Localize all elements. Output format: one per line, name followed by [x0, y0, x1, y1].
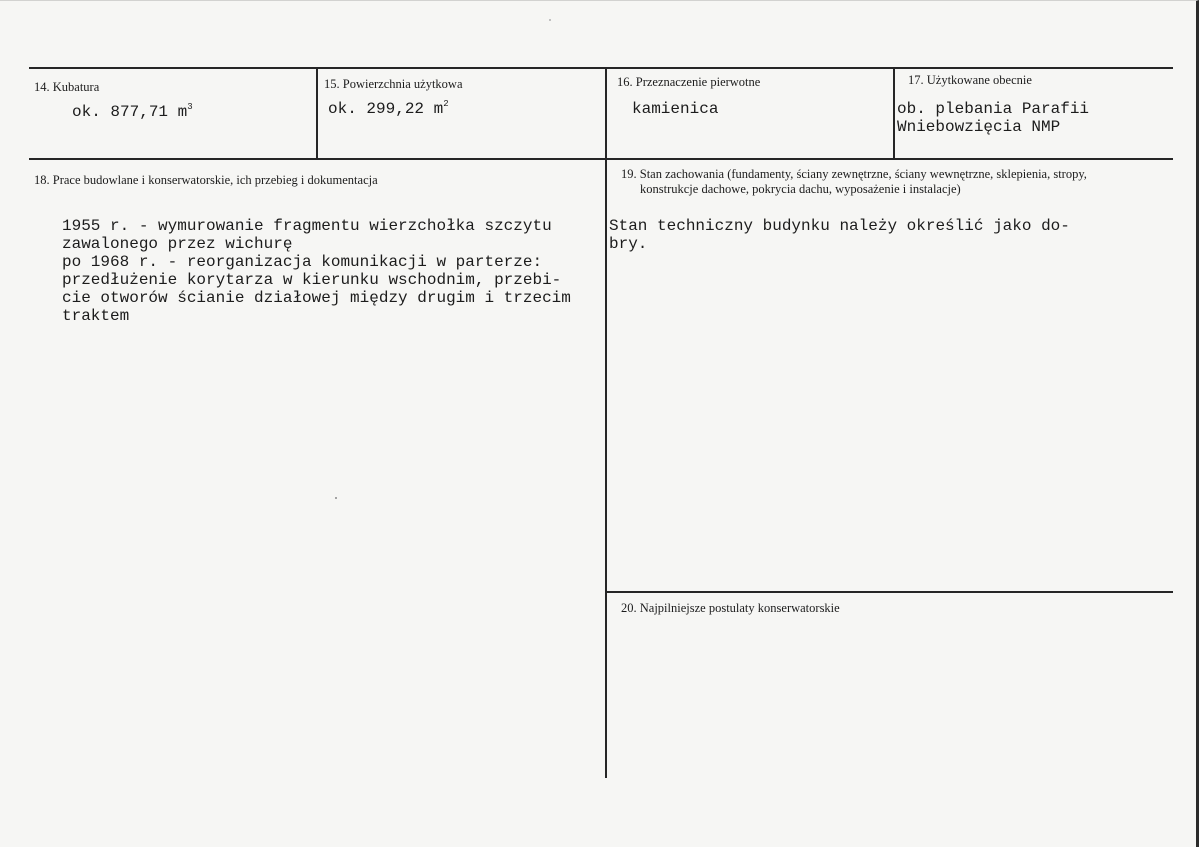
field19-text: [609, 217, 1121, 253]
divider-16-17: [893, 67, 895, 160]
field17-value-line: Wniebowzięcia NMP: [897, 118, 1061, 136]
field18-line: zawalonego przez wichurę: [62, 235, 293, 253]
field19-line: Stan techniczny budynku należy określić jako do-: [609, 217, 1070, 235]
field18-line: cie otworów ścianie działowej między drugim i trzecim: [62, 289, 571, 307]
field20-rule: [607, 591, 1173, 593]
divider-14-15: [316, 67, 318, 160]
field19-label: [621, 167, 1087, 197]
field17-value-line: ob. plebania Parafii: [897, 100, 1090, 118]
field15-value: [328, 100, 449, 118]
field14-unit-exponent: 3: [187, 102, 193, 112]
field19-label-line: konstrukcje dachowe, pokrycia dachu, wyposażenie i instalacje): [640, 182, 961, 196]
field18-text: [62, 217, 603, 325]
field15-unit-exponent: 2: [443, 99, 449, 109]
field18-line: 1955 r. - wymurowanie fragmentu wierzchołka szczytu: [62, 217, 552, 235]
field18-line: traktem: [62, 307, 130, 325]
field15-value-text: ok. 299,22 m: [328, 100, 444, 118]
top-rule: [29, 67, 1173, 69]
field17-value: [897, 100, 1089, 136]
field18-label: 18. Prace budowlane i konserwatorskie, ich przebieg i dokumentacja: [34, 173, 378, 187]
field14-label: 14. Kubatura: [34, 80, 100, 94]
field15-label: 15. Powierzchnia użytkowa: [324, 77, 463, 91]
field19-line: bry.: [609, 235, 648, 253]
paper-speck: [549, 19, 551, 21]
field18-line: po 1968 r. - reorganizacja komunikacji w parterze:: [62, 253, 543, 271]
field18-line: przedłużenie korytarza w kierunku wschodnim, przebi-: [62, 271, 562, 289]
field16-label: 16. Przeznaczenie pierwotne: [617, 75, 761, 89]
field16-value: kamienica: [632, 100, 719, 118]
field20-label: 20. Najpilniejsze postulaty konserwatorskie: [621, 601, 840, 615]
paper-speck: [335, 497, 337, 499]
field17-label: 17. Użytkowane obecnie: [908, 73, 1032, 87]
middle-rule: [29, 158, 1173, 160]
field14-value-text: ok. 877,71 m: [72, 103, 188, 121]
field19-label-line: 19. Stan zachowania (fundamenty, ściany zewnętrzne, ściany wewnętrzne, sklepienia, stropy,: [621, 167, 1087, 181]
field14-value: [72, 103, 193, 121]
divider-15-16: [605, 67, 607, 778]
